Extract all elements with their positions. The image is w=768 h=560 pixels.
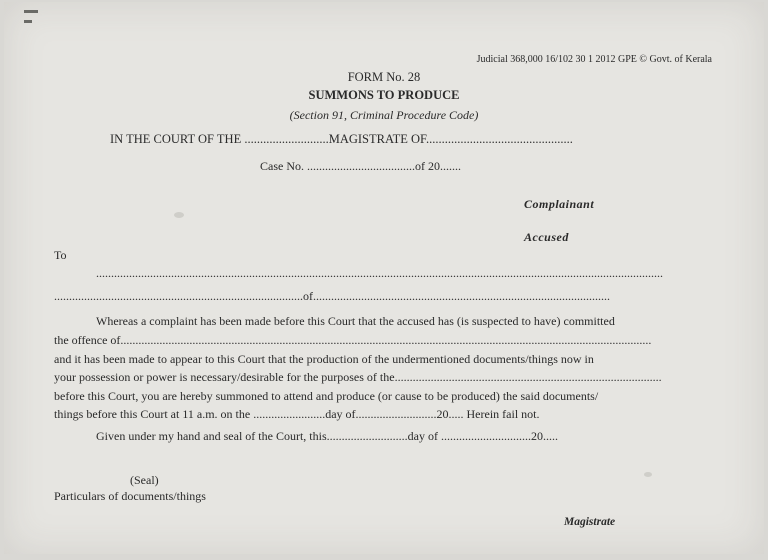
accused-label: Accused	[524, 230, 569, 244]
body-line: before this Court, you are hereby summoned to attend and produce (or cause to be produced) the said documents/	[54, 389, 599, 403]
magistrate-signature-label: Magistrate	[564, 516, 616, 528]
seal-label: (Seal)	[130, 473, 159, 487]
court-line: IN THE COURT OF THE ...........................MAGISTRATE OF...............................................	[110, 132, 573, 146]
body-line: Whereas a complaint has been made before this Court that the accused has (is suspected to have) committed	[96, 314, 615, 328]
body-line: and it has been made to appear to this Court that the production of the undermentioned documents/things now in	[54, 352, 594, 366]
paper-stain	[174, 212, 184, 218]
case-number-line: Case No. ....................................of 20.......	[260, 159, 461, 173]
form-subtitle: (Section 91, Criminal Procedure Code)	[289, 108, 479, 122]
complainant-label: Complainant	[524, 197, 595, 211]
to-label: To	[54, 248, 67, 262]
addressee-name-line: .............................................................................................................................................................................................	[96, 266, 663, 280]
paper-stain	[644, 472, 652, 477]
form-title: SUMMONS TO PRODUCE	[308, 88, 460, 102]
summons-form-page	[4, 2, 764, 554]
body-line: the offence of.................................................................................................................................................................................	[54, 333, 652, 347]
body-line: your possession or power is necessary/desirable for the purposes of the.........................................................................................	[54, 370, 662, 384]
given-under-hand-line: Given under my hand and seal of the Court, this...........................day of ..............................20.....	[96, 429, 558, 443]
punch-mark	[24, 10, 38, 13]
body-line: things before this Court at 11 a.m. on the ........................day of...........................20..... Herein fail not.	[54, 407, 540, 421]
particulars-label: Particulars of documents/things	[54, 489, 206, 503]
punch-mark	[24, 20, 32, 23]
addressee-address-line: ...................................................................................of...................................................................................................	[54, 289, 610, 303]
form-number: FORM No. 28	[347, 70, 421, 84]
print-line: Judicial 368,000 16/102 30 1 2012 GPE © Govt. of Kerala	[476, 54, 712, 65]
